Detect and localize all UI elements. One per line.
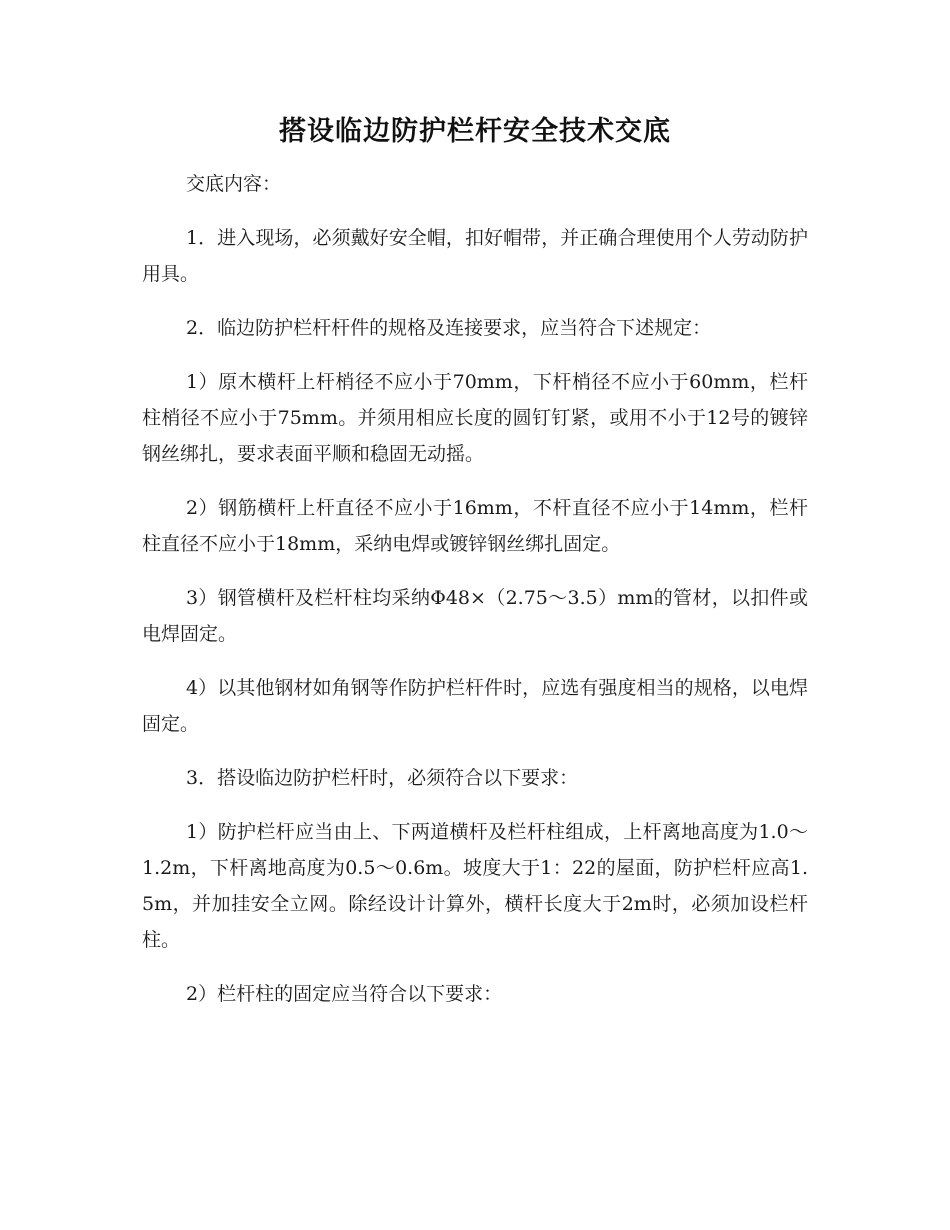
document-body	[142, 166, 808, 1030]
paragraph-item-2: 2．临边防护栏杆杆件的规格及连接要求，应当符合下述规定：	[186, 317, 712, 339]
paragraph-item-3: 3．搭设临边防护栏杆时，必须符合以下要求：	[186, 767, 579, 789]
paragraph-item-3-2: 2）栏杆柱的固定应当符合以下要求：	[186, 983, 503, 1005]
paragraph-intro: 交底内容：	[186, 173, 282, 195]
paragraph-item-2-4: 4）以其他钢材如角钢等作防护栏杆件时，应选有强度相当的规格，以电焊固定。	[142, 677, 808, 735]
document-title: 搭设临边防护栏杆安全技术交底	[279, 116, 671, 147]
paragraph-item-1: 1．进入现场，必须戴好安全帽，扣好帽带，并正确合理使用个人劳动防护用具。	[142, 227, 808, 285]
paragraph-item-3-1: 1）防护栏杆应当由上、下两道横杆及栏杆柱组成，上杆离地高度为1.0～1.2m，下杆离地高度为0.5～0.6m。坡度大于1：22的屋面，防护栏杆应高1.5m，并加挂安全立网。除经设计计算外，横杆长度大于2m时，必须加设栏杆柱。	[142, 821, 808, 951]
paragraph-item-2-3: 3）钢管横杆及栏杆柱均采纳Φ48×（2.75～3.5）mm的管材，以扣件或电焊固定。	[142, 587, 808, 645]
paragraph-item-2-2: 2）钢筋横杆上杆直径不应小于16mm，不杆直径不应小于14mm，栏杆柱直径不应小于18mm，采纳电焊或镀锌钢丝绑扎固定。	[142, 497, 808, 555]
paragraph-item-2-1: 1）原木横杆上杆梢径不应小于70mm，下杆梢径不应小于60mm，栏杆柱梢径不应小于75mm。并须用相应长度的圆钉钉紧，或用不小于12号的镀锌钢丝绑扎，要求表面平顺和稳固无动摇。	[142, 371, 808, 465]
